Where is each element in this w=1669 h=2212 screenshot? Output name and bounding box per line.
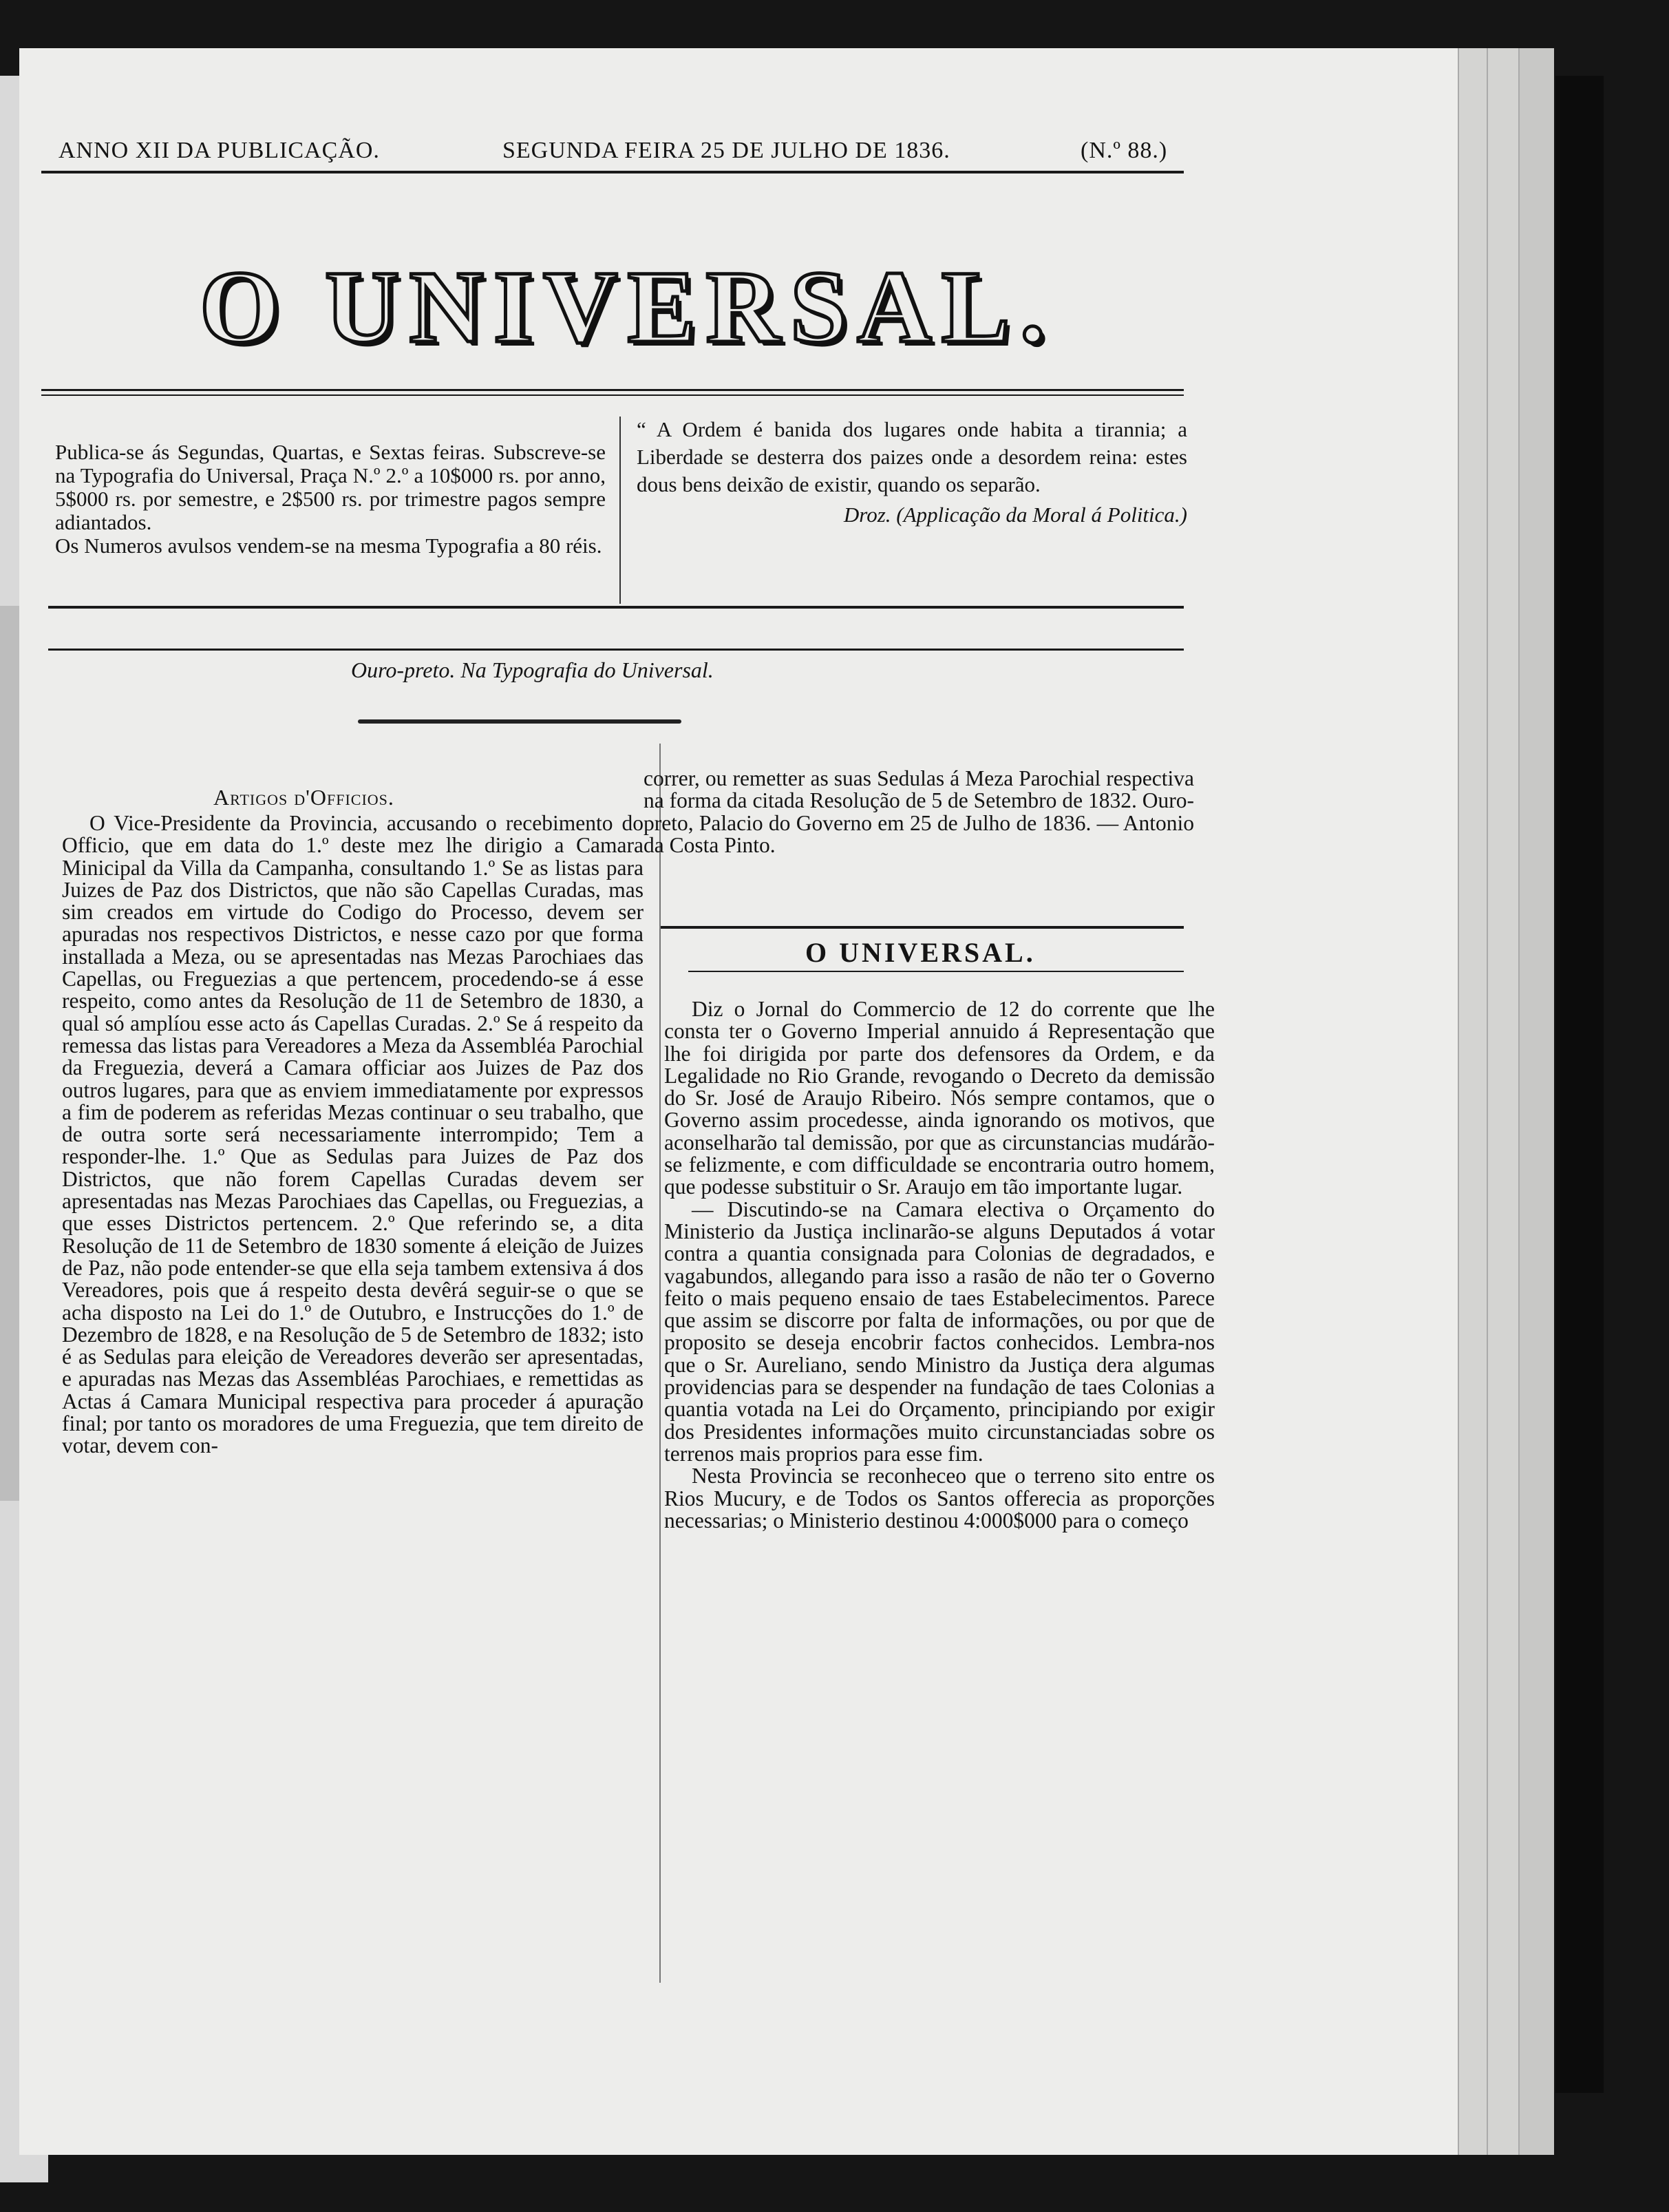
single-issue-price: Os Numeros avulsos vendem-se na mesma Typografia a 80 réis. (55, 534, 602, 558)
epigraph (637, 416, 1187, 529)
box-rule (48, 606, 1184, 609)
masthead-rule (41, 394, 1184, 396)
column-divider (659, 744, 661, 1983)
page-stack-edge (1458, 48, 1487, 2155)
ornamental-rule (358, 719, 681, 724)
box-rule (48, 649, 1184, 651)
editorial-paragraph: Diz o Jornal do Commercio de 12 do corrente que lhe consta ter o Governo Imperial annuido á Representação que lhe foi dirigida por parte dos defensores da Ordem, e da Legalidade no Rio Grande, revogando o Decreto da demissão do Sr. José de Araujo Ribeiro. Nós sempre contamos, que o Governo assim procedesse, ainda ignorando os motivos, que aconselharão tal demissão, por que as circunstancias mudárão-se felizmente, e com difficuldade se encontraria outro homem, que podesse substituir o Sr. Araujo em tão importante lugar. (664, 997, 1215, 1199)
page-stack-edge (1518, 48, 1554, 2155)
editorial-article (664, 998, 1215, 1532)
issue-number: (N.º 88.) (1081, 138, 1168, 163)
header-rule (41, 171, 1184, 173)
section-title: Artigos d'Officios. (213, 785, 394, 810)
official-article-body: O Vice-Presidente da Provincia, accusando o recebimento do Officio, que em data do 1.º deste mez lhe dirigio a Camara Minicipal da Villa da Campanha, consultando 1.º Se as listas para Juizes de Paz dos Districtos, que não são Capellas Curadas, mas sim creados em virtude do Codigo do Processo, devem ser apuradas nos respectivos Districtos, e nesse cazo por que forma installada a Meza, ou se apresentadas nas Mezas Parochiaes das Capellas, ou Freguezias a que pertencem, procedendo-se á esse respeito, como antes da Resolução de 11 de Setembro de 1830, a qual só amplíou esse acto ás Capellas Curadas. 2.º Se á respeito da remessa das listas para Vereadores a Meza da Assembléa Parochial da Freguezia, deverá a Camara officiar aos Juizes de Paz dos outros lugares, para que as enviem immediatamente por expressos a fim de poderem as referidas Mezas continuar o seu trabalho, que de outra sorte será necessariamente interrompido; Tem a responder-lhe. 1.º Que as Sedulas para Juizes de Paz dos Districtos, que não forem Capellas Curadas devem ser apresentadas nas Mezas Parochiaes das Capellas, ou Freguezias, a que esses Districtos pertencem. 2.º Que referindo se, a dita Resolução de 11 de Setembro de 1830 somente á eleição de Juizes de Paz, não pode entender-se que ella seja tambem extensiva á dos Vereadores, pois que á respeito desta devêrá seguir-se o que se acha disposto na Lei do 1.º de Outubro, e Instrucções do 1.º de Dezembro de 1828, e na Resolução de 5 de Setembro de 1832; isto é as Sedulas para eleição de Vereadores deverão ser apresentadas, e apuradas nas Mezas das Assembléas Parochiaes, e remettidas as Actas á Camara Municipal respectiva para proceder á apuração final; por tanto os moradores de uma Freguezia, que tem direito de votar, devem con- (62, 811, 644, 1458)
editorial-rule (661, 926, 1184, 929)
subscription-text: Publica-se ás Segundas, Quartas, e Sextas feiras. Subscreve-se na Typografia do Universal, Praça N.º 2.º a 10$000 rs. por anno, 5$000 rs. por semestre, e 2$500 rs. por trimestre pagos sempre adiantados. (55, 440, 606, 534)
epigraph-text: “ A Ordem é banida dos lugares onde habita a tirannia; a Liberdade se desterra dos paizes onde a desordem reina: estes dous bens deixão de existir, quando os separão. (637, 417, 1187, 496)
subscription-info (55, 441, 606, 558)
issue-date: SEGUNDA FEIRA 25 DE JULHO DE 1836. (502, 138, 950, 163)
book-binding (1555, 76, 1604, 2093)
masthead-title: O UNIVERSAL. (200, 250, 1056, 364)
anno-text: ANNO XII DA PUBLICAÇÃO. (59, 138, 380, 163)
box-divider (619, 417, 621, 604)
official-article-end: correr, ou remetter as suas Sedulas á Meza Parochial respectiva na forma da citada Resolução de 5 de Setembro de 1832. Ouro-preto, Palacio do Governo em 25 de Julho de 1836. — Antonio da Costa Pinto. (644, 766, 1194, 857)
epigraph-citation: Droz. (Applicação da Moral á Politica.) (843, 503, 1187, 527)
official-article (62, 812, 644, 1457)
imprint-line: Ouro-preto. Na Typografia do Universal. (351, 657, 714, 682)
editorial-title-rule (688, 971, 1184, 972)
editorial-title: O UNIVERSAL. (805, 937, 1036, 968)
masthead-rule (41, 389, 1184, 391)
page-stack-edge (1487, 48, 1519, 2155)
header-line (28, 138, 1184, 165)
editorial-paragraph: Nesta Provincia se reconheceo que o terreno sito entre os Rios Mucury, e de Todos os Santos offerecia as proporções necessarias; o Ministerio destinou 4:000$000 para o começo (664, 1464, 1215, 1532)
official-article-continuation (644, 768, 1194, 856)
editorial-paragraph: — Discutindo-se na Camara electiva o Orçamento do Ministerio da Justiça inclinarão-se alguns Deputados á votar contra a quantia consignada para Colonias de degradados, e vagabundos, allegando para isso a rasão de não ter o Governo feito o mais pequeno ensaio de taes Estabelecimentos. Parece que assim se discorre por falta de informações, ou por que de proposito se deseja encobrir factos conhecidos. Lembra-nos que o Sr. Aureliano, sendo Ministro da Justiça dera algumas providencias para se despender na fundação de taes Colonias a quantia votada na Lei do Orçamento, principiando por exigir dos Presidentes informações muito circunstanciadas sobre os terrenos mais proprios para esse fim. (664, 1197, 1215, 1466)
